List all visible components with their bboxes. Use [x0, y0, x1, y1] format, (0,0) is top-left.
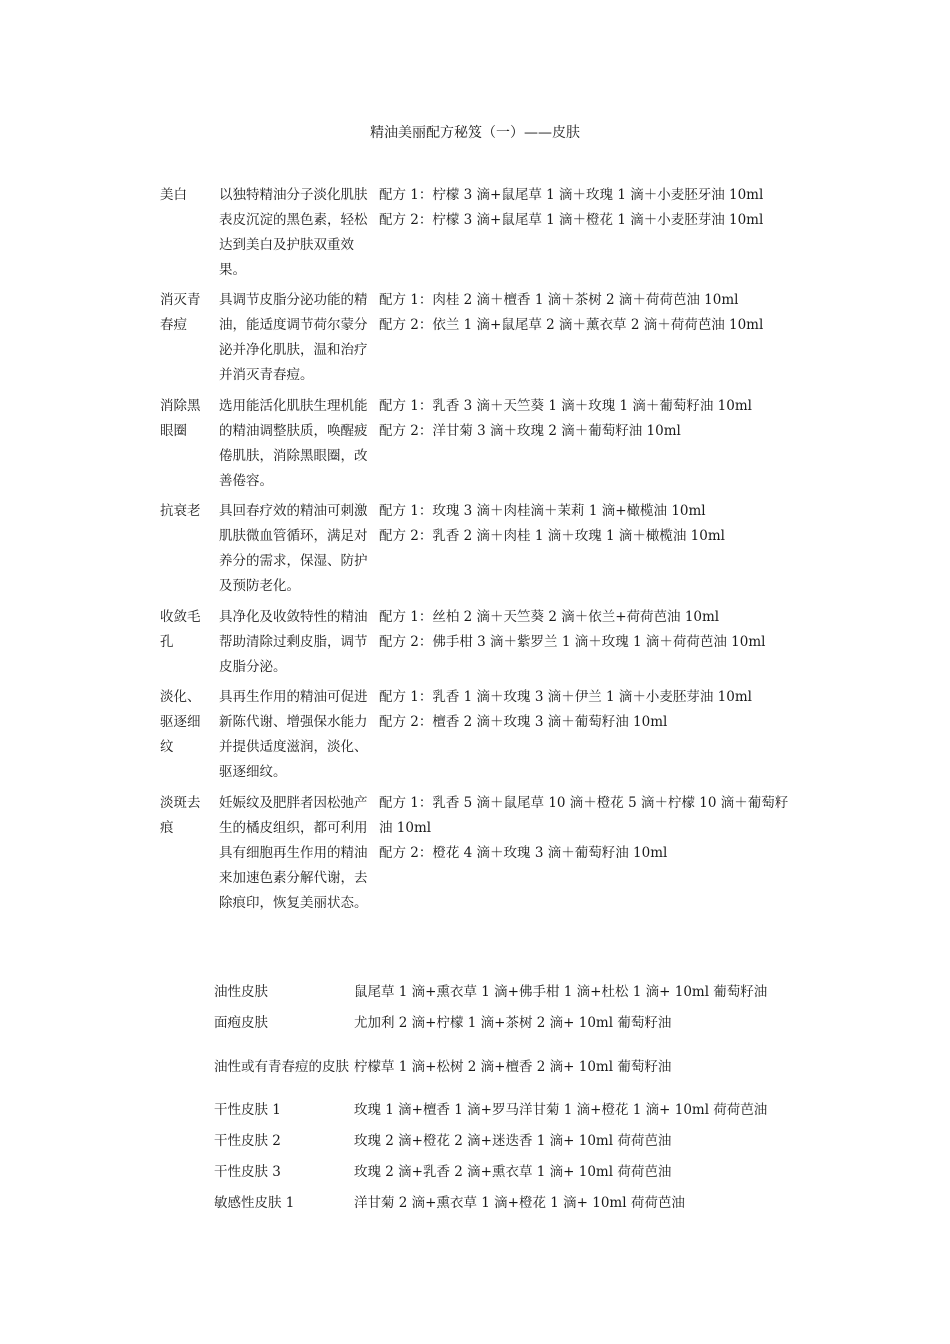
blend: 柠檬草 1 滴+松树 2 滴+檀香 2 滴+ 10ml 葡萄籽油	[354, 1058, 672, 1075]
recipe-item: 配方 2：橙花 4 滴＋玫瑰 3 滴＋葡萄籽油 10ml	[379, 845, 668, 861]
recipe-list	[379, 499, 799, 549]
recipe-item: 配方 2：檀香 2 滴＋玫瑰 3 滴＋葡萄籽油 10ml	[379, 714, 668, 730]
blend: 鼠尾草 1 滴+熏衣草 1 滴+佛手柑 1 滴+杜松 1 滴+ 10ml 葡萄籽油	[354, 984, 768, 1000]
skin-type: 油性皮肤	[214, 984, 268, 1000]
table-row	[214, 1157, 814, 1188]
section-name: 抗衰老	[160, 503, 201, 519]
recipe-item: 配方 2：柠檬 3 滴+鼠尾草 1 滴＋橙花 1 滴＋小麦胚芽油 10ml	[379, 212, 764, 228]
blend: 玫瑰 1 滴+檀香 1 滴+罗马洋甘菊 1 滴+橙花 1 滴+ 10ml 荷荷芭油	[354, 1102, 768, 1118]
section-description: 妊娠纹及肥胖者因松弛产生的橘皮组织，都可利用具有细胞再生作用的精油来加速色素分解代谢，去除痕印，恢复美丽状态。	[219, 795, 368, 911]
section-name: 淡化、驱逐细纹	[160, 689, 201, 755]
recipe-list	[379, 685, 799, 735]
recipe-item: 配方 1：柠檬 3 滴+鼠尾草 1 滴＋玫瑰 1 滴＋小麦胚牙油 10ml	[379, 187, 764, 203]
section-description: 具再生作用的精油可促进新陈代谢、增强保水能力并提供适度滋润，淡化、驱逐细纹。	[219, 689, 368, 780]
skin-type: 干性皮肤 3	[214, 1164, 281, 1180]
blend: 玫瑰 2 滴+橙花 2 滴+迷迭香 1 滴+ 10ml 荷荷芭油	[354, 1133, 672, 1149]
table-row	[214, 1039, 814, 1095]
recipe-item: 配方 1：肉桂 2 滴＋檀香 1 滴＋茶树 2 滴＋荷荷芭油 10ml	[379, 292, 739, 308]
recipe-item: 配方 2：佛手柑 3 滴＋紫罗兰 1 滴＋玫瑰 1 滴＋荷荷芭油 10ml	[379, 634, 766, 650]
section-description: 具回春疗效的精油可刺激肌肤微血管循环，满足对养分的需求，保湿、防护及预防老化。	[219, 503, 368, 594]
recipe-item: 配方 1：乳香 1 滴＋玫瑰 3 滴＋伊兰 1 滴＋小麦胚芽油 10ml	[379, 689, 752, 705]
skin-type: 面疱皮肤	[214, 1015, 268, 1031]
section-name: 美白	[160, 187, 187, 203]
table-row	[214, 1095, 814, 1126]
blend: 尤加利 2 滴+柠檬 1 滴+茶树 2 滴+ 10ml 葡萄籽油	[354, 1015, 672, 1031]
recipe-list	[379, 183, 799, 233]
skin-type-table	[214, 977, 814, 1219]
skin-type: 干性皮肤 2	[214, 1133, 281, 1149]
skin-type: 油性或有青春痘的皮肤	[214, 1058, 349, 1075]
page-title: 精油美丽配方秘笈（一）——皮肤	[370, 125, 580, 141]
recipe-item: 配方 1：玫瑰 3 滴＋肉桂滴＋茉莉 1 滴+橄榄油 10ml	[379, 503, 706, 519]
recipe-item: 配方 2：乳香 2 滴＋肉桂 1 滴＋玫瑰 1 滴＋橄榄油 10ml	[379, 528, 725, 544]
table-row	[214, 977, 814, 1008]
recipe-list	[379, 605, 799, 655]
section-name: 消灭青春痘	[160, 292, 201, 333]
recipe-item: 配方 1：乳香 3 滴＋天竺葵 1 滴＋玫瑰 1 滴＋葡萄籽油 10ml	[379, 398, 752, 414]
table-row	[214, 1188, 814, 1219]
blend: 玫瑰 2 滴+乳香 2 滴+熏衣草 1 滴+ 10ml 荷荷芭油	[354, 1164, 672, 1180]
section-description: 以独特精油分子淡化肌肤表皮沉淀的黑色素，轻松达到美白及护肤双重效果。	[219, 187, 368, 278]
section-description: 具净化及收敛特性的精油帮助清除过剩皮脂，调节皮脂分泌。	[219, 609, 368, 675]
recipe-list	[379, 394, 799, 444]
blend: 洋甘菊 2 滴+熏衣草 1 滴+橙花 1 滴+ 10ml 荷荷芭油	[354, 1195, 685, 1211]
recipe-item: 配方 1：乳香 5 滴＋鼠尾草 10 滴＋橙花 5 滴＋柠檬 10 滴＋葡萄籽油 10ml	[379, 795, 789, 836]
section-name: 消除黑眼圈	[160, 398, 201, 439]
recipe-item: 配方 1：丝柏 2 滴＋天竺葵 2 滴＋依兰+荷荷芭油 10ml	[379, 609, 720, 625]
section-name: 淡斑去痕	[160, 795, 201, 836]
recipe-list	[379, 288, 799, 338]
skin-type: 敏感性皮肤 1	[214, 1195, 295, 1211]
recipe-item: 配方 2：依兰 1 滴+鼠尾草 2 滴＋薰衣草 2 滴＋荷荷芭油 10ml	[379, 317, 764, 333]
section-description: 具调节皮脂分泌功能的精油，能适度调节荷尔蒙分泌并净化肌肤，温和治疗并消灭青春痘。	[219, 292, 368, 383]
table-row	[214, 1126, 814, 1157]
section-name: 收敛毛孔	[160, 609, 201, 650]
section-description: 选用能活化肌肤生理机能的精油调整肤质，唤醒疲倦肌肤，消除黑眼圈，改善倦容。	[219, 398, 368, 489]
recipe-list	[379, 791, 799, 866]
skin-type: 干性皮肤 1	[214, 1102, 281, 1118]
recipe-item: 配方 2：洋甘菊 3 滴＋玫瑰 2 滴＋葡萄籽油 10ml	[379, 423, 681, 439]
table-row	[214, 1008, 814, 1039]
